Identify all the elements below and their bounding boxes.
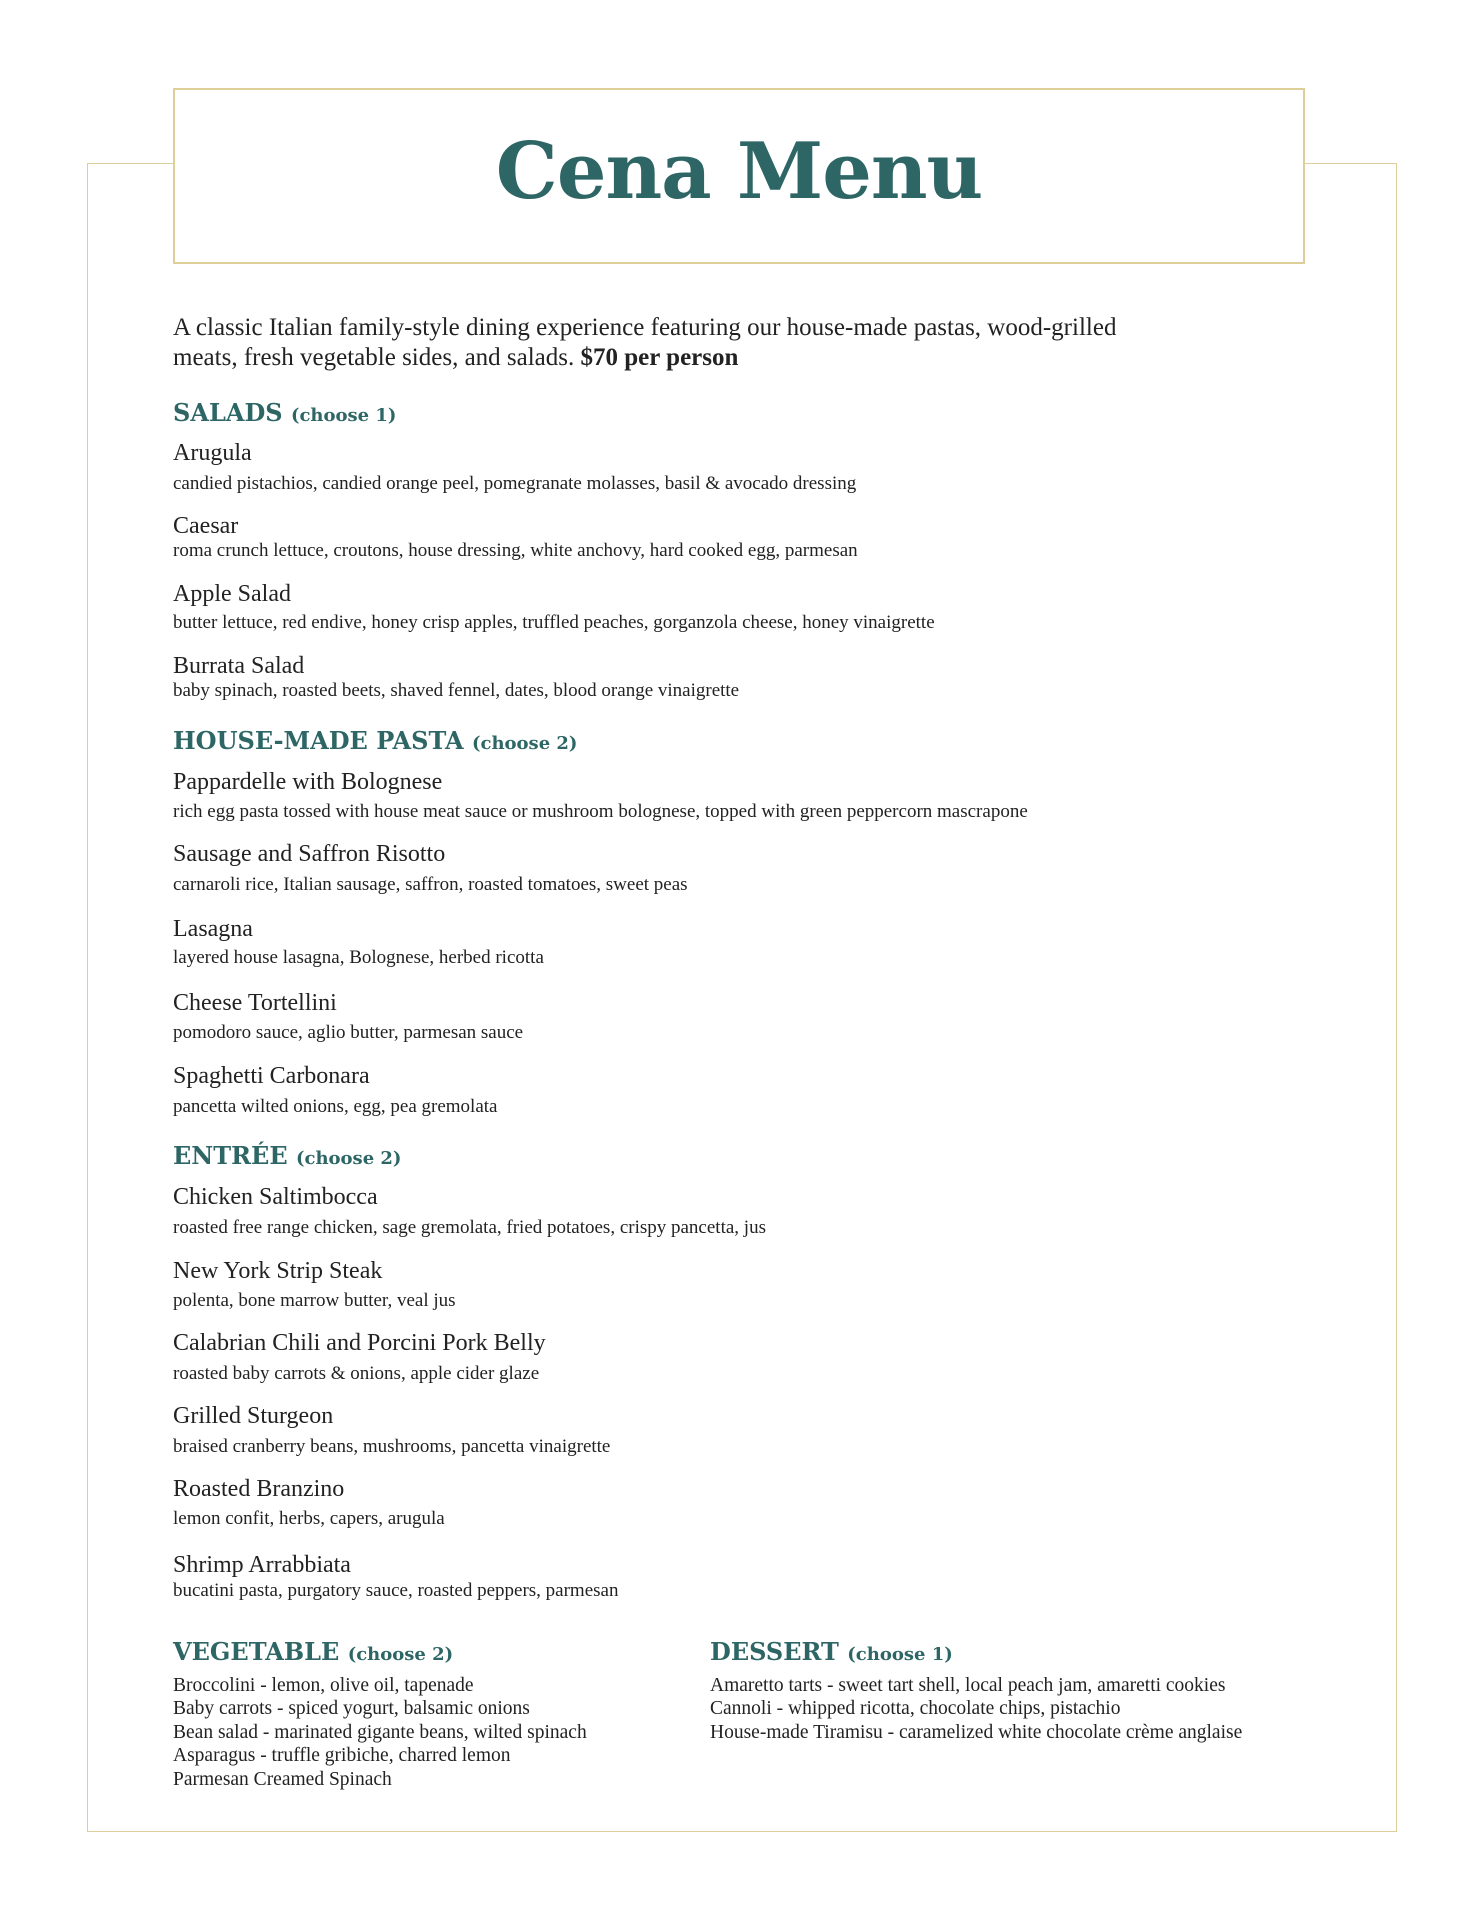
menu-item-name: Apple Salad	[173, 581, 291, 607]
price: $70 per person	[580, 344, 739, 371]
intro-text: meats, fresh vegetable sides, and salads.	[173, 344, 575, 371]
intro-line-1: A classic Italian family-style dining experience featuring our house-made pastas, wood-grilled	[173, 314, 1117, 341]
menu-item-description: lemon confit, herbs, capers, arugula	[173, 1508, 445, 1529]
menu-item-name: Pappardelle with Bolognese	[173, 769, 443, 795]
menu-item-description: candied pistachios, candied orange peel, pomegranate molasses, basil & avocado dressing	[173, 473, 857, 494]
section-heading-entree: ENTRÉE (choose 2)	[173, 1141, 402, 1170]
dessert-column	[710, 1637, 1242, 1744]
section-heading-vegetable: VEGETABLE (choose 2)	[173, 1637, 454, 1666]
section-heading-dessert: DESSERT (choose 1)	[710, 1637, 953, 1666]
intro-line-2	[173, 343, 738, 373]
menu-item-name: Sausage and Saffron Risotto	[173, 841, 446, 867]
menu-item-description: butter lettuce, red endive, honey crisp apples, truffled peaches, gorganzola cheese, honey vinaigrette	[173, 612, 935, 633]
menu-item-name: Shrimp Arrabbiata	[173, 1552, 351, 1578]
menu-item-name: Cheese Tortellini	[173, 990, 337, 1016]
menu-item-description: layered house lasagna, Bolognese, herbed ricotta	[173, 947, 544, 968]
menu-item-description: pomodoro sauce, aglio butter, parmesan sauce	[173, 1022, 524, 1043]
menu-item-name: Spaghetti Carbonara	[173, 1063, 370, 1089]
menu-item-description: pancetta wilted onions, egg, pea gremolata	[173, 1096, 498, 1117]
menu-item-name: Lasagna	[173, 916, 253, 942]
menu-item-description: rich egg pasta tossed with house meat sauce or mushroom bolognese, topped with green peppercorn mascrapone	[173, 801, 1028, 822]
menu-item-name: Roasted Branzino	[173, 1476, 345, 1502]
list-item: Bean salad - marinated gigante beans, wilted spinach	[173, 1721, 587, 1743]
menu-item-name: New York Strip Steak	[173, 1258, 383, 1284]
menu-item-description: baby spinach, roasted beets, shaved fennel, dates, blood orange vinaigrette	[173, 680, 740, 701]
list-item: Baby carrots - spiced yogurt, balsamic onions	[173, 1698, 530, 1720]
menu-item-name: Grilled Sturgeon	[173, 1403, 334, 1429]
menu-item-name: Chicken Saltimbocca	[173, 1184, 378, 1210]
menu-item-name: Calabrian Chili and Porcini Pork Belly	[173, 1330, 546, 1356]
list-item: Parmesan Creamed Spinach	[173, 1768, 392, 1790]
list-item: Amaretto tarts - sweet tart shell, local peach jam, amaretti cookies	[710, 1675, 1226, 1696]
menu-item-name: Caesar	[173, 513, 239, 539]
menu-item-description: roma crunch lettuce, croutons, house dressing, white anchovy, hard cooked egg, parmesan	[173, 540, 858, 561]
menu-item-description: carnaroli rice, Italian sausage, saffron, roasted tomatoes, sweet peas	[173, 874, 688, 895]
menu-item-name: Arugula	[173, 440, 252, 466]
menu-item-description: roasted baby carrots & onions, apple cider glaze	[173, 1363, 540, 1384]
section-heading-pasta: HOUSE-MADE PASTA (choose 2)	[173, 726, 578, 755]
vegetable-column	[173, 1637, 587, 1791]
section-heading-salads: SALADS (choose 1)	[173, 398, 397, 427]
menu-item-description: roasted free range chicken, sage gremolata, fried potatoes, crispy pancetta, jus	[173, 1217, 766, 1238]
menu-item-description: bucatini pasta, purgatory sauce, roasted peppers, parmesan	[173, 1580, 619, 1601]
page-title: Cena Menu	[495, 125, 983, 217]
list-item: Asparagus - truffle gribiche, charred lemon	[173, 1745, 511, 1767]
menu-item-name: Burrata Salad	[173, 653, 305, 679]
menu-item-description: braised cranberry beans, mushrooms, pancetta vinaigrette	[173, 1436, 611, 1457]
title-box	[173, 88, 1305, 264]
list-item: Broccolini - lemon, olive oil, tapenade	[173, 1675, 474, 1696]
menu-item-description: polenta, bone marrow butter, veal jus	[173, 1290, 456, 1311]
list-item: Cannoli - whipped ricotta, chocolate chips, pistachio	[710, 1698, 1121, 1720]
list-item: House-made Tiramisu - caramelized white chocolate crème anglaise	[710, 1721, 1243, 1743]
